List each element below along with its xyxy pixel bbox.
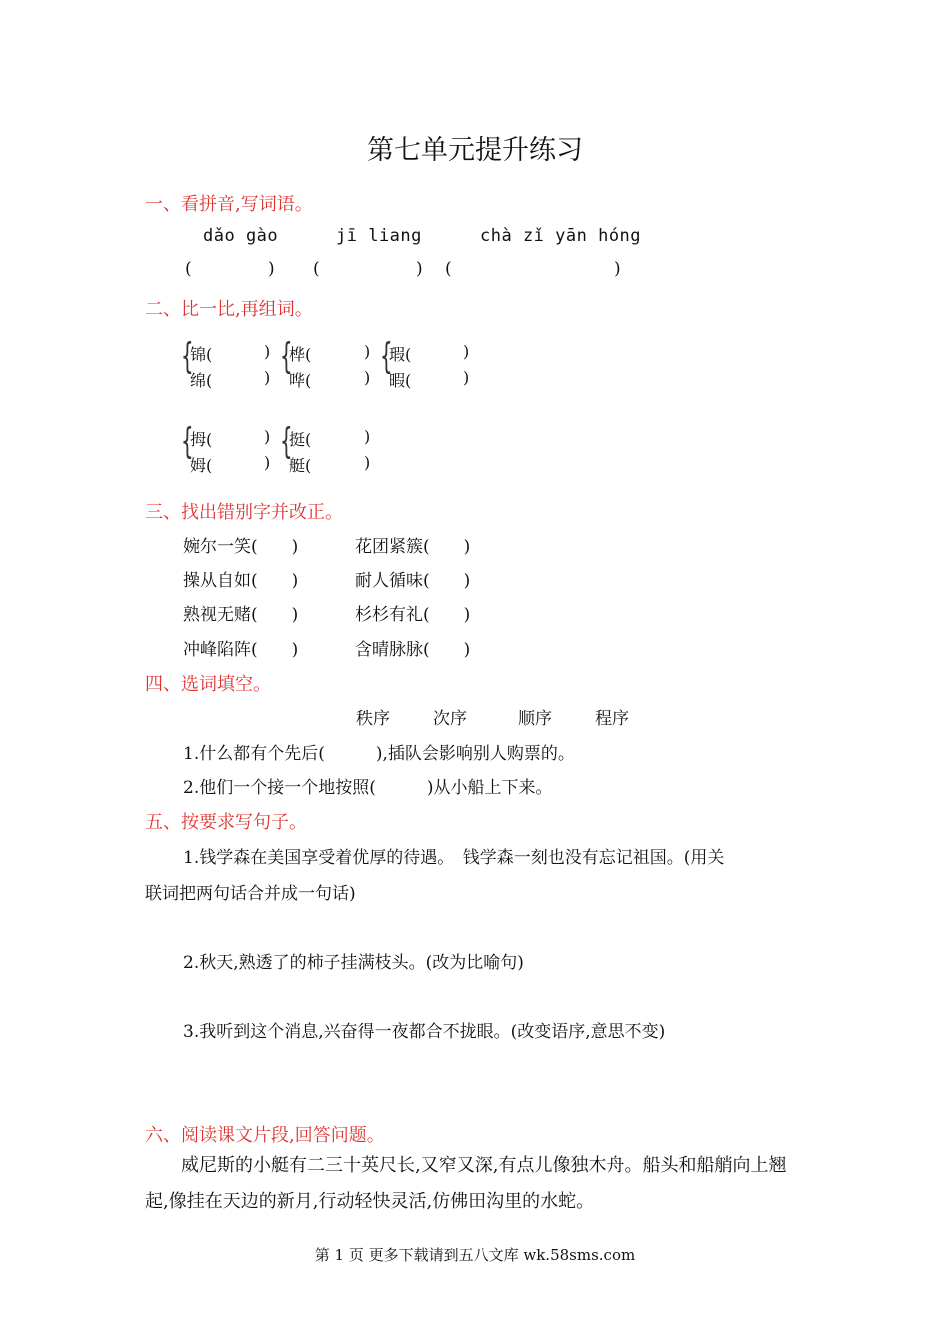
pair-4-b-close: ) xyxy=(264,453,271,472)
typo-item: 含晴脉脉( ) xyxy=(355,640,471,660)
pair-4-b: 姆( xyxy=(190,456,213,475)
brace-icon: { xyxy=(380,336,393,377)
typo-item: 熟视无赌( ) xyxy=(183,605,299,625)
section-2-heading: 二、比一比,再组词。 xyxy=(145,299,313,320)
pair-5-a: 挺( xyxy=(289,430,312,449)
section-6-heading: 六、阅读课文片段,回答问题。 xyxy=(145,1125,385,1146)
pinyin-2: jī liang xyxy=(336,226,422,246)
blank-3-close: ) xyxy=(614,259,621,279)
pair-3-a-close: ) xyxy=(463,342,470,361)
pair-1-b: 绵( xyxy=(190,371,213,390)
blank-1-open: ( xyxy=(185,259,192,279)
section-1-heading: 一、看拼音,写词语。 xyxy=(145,194,313,215)
word-option: 顺序 xyxy=(518,709,552,729)
pair-2-b: 哗( xyxy=(289,371,312,390)
pair-3-b-close: ) xyxy=(463,368,470,387)
section-3-heading: 三、找出错别字并改正。 xyxy=(145,502,343,523)
blank-2-open: ( xyxy=(313,259,320,279)
fill-question-1: 1.什么都有个先后( ),插队会影响别人购票的。 xyxy=(183,744,575,764)
pair-5-a-close: ) xyxy=(364,427,371,446)
pair-3-a: 瑕( xyxy=(389,345,412,364)
pair-4-a-close: ) xyxy=(264,427,271,446)
word-option: 程序 xyxy=(595,709,629,729)
typo-item: 耐人循味( ) xyxy=(355,571,471,591)
blank-1-close: ) xyxy=(268,259,275,279)
pinyin-3: chà zǐ yān hóng xyxy=(480,226,642,246)
typo-item: 花团紧簇( ) xyxy=(355,537,471,557)
pair-3-b: 暇( xyxy=(389,371,412,390)
pair-2-a: 桦( xyxy=(289,345,312,364)
sentence-question-3: 3.我听到这个消息,兴奋得一夜都合不拢眼。(改变语序,意思不变) xyxy=(183,1022,666,1042)
brace-icon: { xyxy=(181,421,194,462)
word-option: 秩序 xyxy=(356,709,390,729)
pair-2-b-close: ) xyxy=(364,368,371,387)
typo-item: 冲峰陷阵( ) xyxy=(183,640,299,660)
typo-item: 婉尔一笑( ) xyxy=(183,537,299,557)
section-5-heading: 五、按要求写句子。 xyxy=(145,812,307,833)
fill-question-2: 2.他们一个接一个地按照( )从小船上下来。 xyxy=(183,778,553,798)
brace-icon: { xyxy=(280,336,293,377)
pair-4-a: 拇( xyxy=(190,430,213,449)
pair-5-b-close: ) xyxy=(364,453,371,472)
pair-2-a-close: ) xyxy=(364,342,371,361)
typo-item: 杉杉有礼( ) xyxy=(355,605,471,625)
page-footer: 第 1 页 更多下载请到五八文库 wk.58sms.com xyxy=(314,1246,636,1264)
blank-3-open: ( xyxy=(445,259,452,279)
blank-2-close: ) xyxy=(416,259,423,279)
sentence-question-1-cont: 联词把两句话合并成一句话) xyxy=(145,884,356,904)
sentence-question-1: 1.钱学森在美国享受着优厚的待遇。 钱学森一刻也没有忘记祖国。(用关 xyxy=(183,848,725,868)
word-option: 次序 xyxy=(433,709,467,729)
pair-1-b-close: ) xyxy=(264,368,271,387)
pair-1-a-close: ) xyxy=(264,342,271,361)
reading-passage: 威尼斯的小艇有二三十英尺长,又窄又深,有点儿像独木舟。船头和船艄向上翘起,像挂在天边的新月,行动轻快灵活,仿佛田沟里的水蛇。 xyxy=(145,1155,787,1212)
page-title: 第七单元提升练习 xyxy=(367,135,583,166)
brace-icon: { xyxy=(280,421,293,462)
pair-5-b: 艇( xyxy=(289,456,312,475)
sentence-question-2: 2.秋天,熟透了的柿子挂满枝头。(改为比喻句) xyxy=(183,953,524,973)
pinyin-1: dǎo gào xyxy=(203,226,279,246)
brace-icon: { xyxy=(181,336,194,377)
typo-item: 操从自如( ) xyxy=(183,571,299,591)
pair-1-a: 锦( xyxy=(190,345,213,364)
section-4-heading: 四、选词填空。 xyxy=(145,674,271,695)
